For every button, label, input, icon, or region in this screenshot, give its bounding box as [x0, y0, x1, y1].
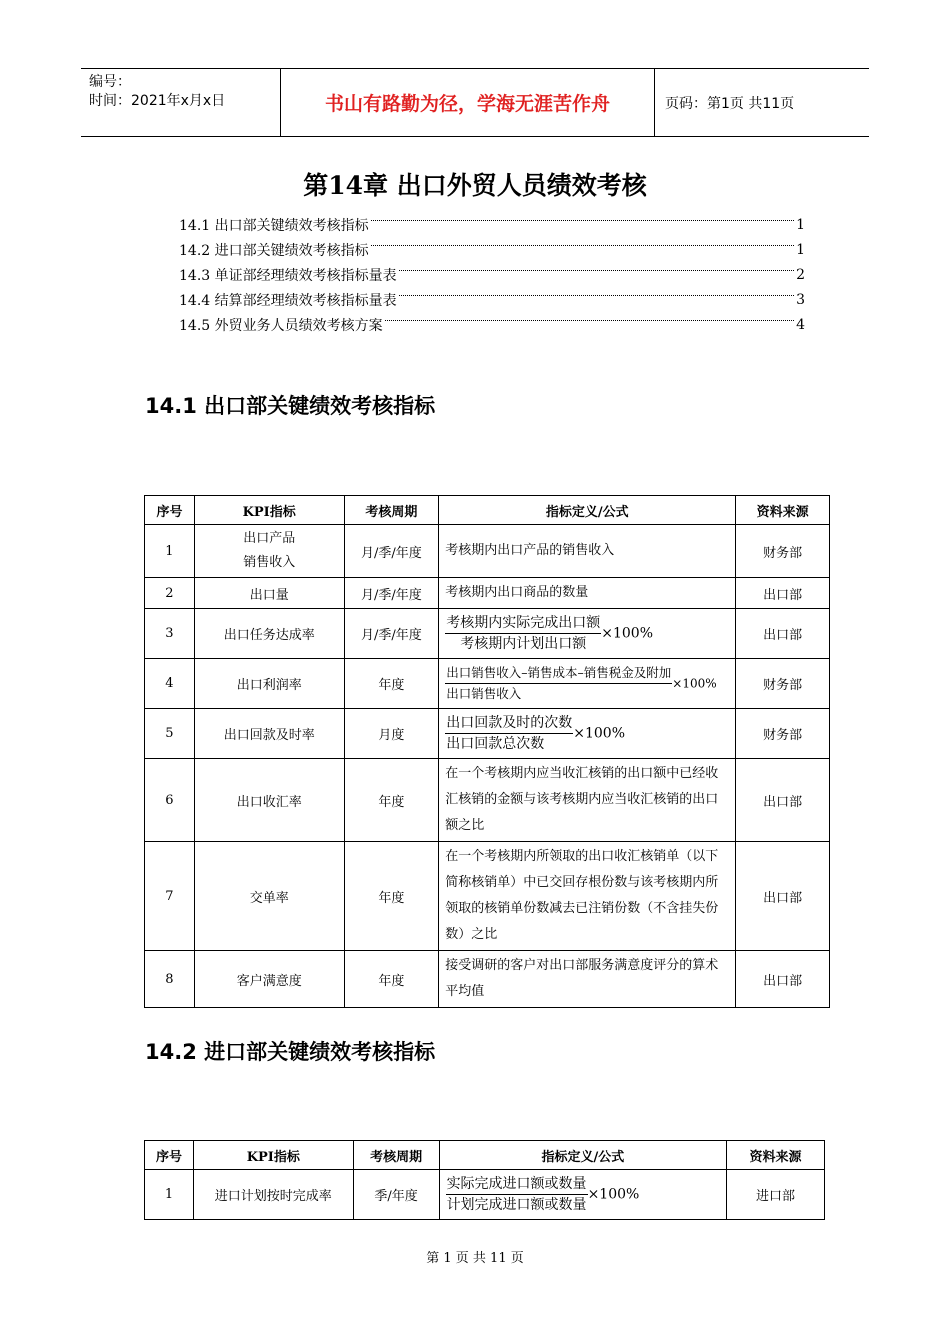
row-source: 出口部: [736, 842, 830, 951]
row-period: 月/季/年度: [344, 578, 439, 609]
formula-multiplier: ×100%: [672, 676, 717, 691]
row-period: 年度: [344, 759, 439, 842]
row-no: 8: [145, 951, 195, 1008]
formula-multiplier: ×100%: [587, 1186, 640, 1203]
toc-page: 3: [796, 291, 805, 308]
toc-item[interactable]: [179, 262, 805, 287]
table-row: [145, 659, 830, 709]
row-period: 月/季/年度: [344, 525, 439, 578]
toc-leader: [385, 320, 794, 321]
row-no: 1: [145, 1170, 194, 1220]
formula-denominator: 出口销售收入: [446, 686, 522, 701]
row-kpi-line1: 出口产品: [243, 531, 296, 546]
formula-fraction: [445, 663, 672, 704]
row-source: 财务部: [736, 709, 830, 759]
col-header-no: 序号: [145, 1141, 194, 1170]
export-kpi-table: [144, 495, 830, 1008]
row-formula: [439, 709, 736, 759]
row-no: 1: [145, 525, 195, 578]
toc-leader: [399, 295, 794, 296]
row-no: 3: [145, 609, 195, 659]
row-kpi: [194, 525, 344, 578]
formula-fraction: [445, 613, 601, 654]
table-row: [145, 525, 830, 578]
row-formula: [439, 1170, 727, 1220]
import-kpi-table: [144, 1140, 825, 1220]
toc-page: 1: [796, 216, 805, 233]
col-header-no: 序号: [145, 496, 195, 525]
toc-item[interactable]: [179, 237, 805, 262]
table-of-contents: [179, 212, 805, 337]
row-definition: 考核期内出口产品的销售收入: [439, 525, 736, 578]
row-source: 财务部: [736, 525, 830, 578]
section-heading: 14.1 出口部关键绩效考核指标: [145, 394, 436, 418]
toc-page: 1: [796, 241, 805, 258]
toc-label: 14.1 出口部关键绩效考核指标: [179, 217, 369, 234]
row-definition: 在一个考核期内所领取的出口收汇核销单（以下简称核销单）中已交回存根份数与该考核期内所领取的核销单份数减去已注销份数（不含挂失份数）之比: [439, 842, 736, 951]
chapter-title: 第14章 出口外贸人员绩效考核: [303, 171, 647, 200]
col-header-source: 资料来源: [736, 496, 830, 525]
formula-numerator: 实际完成进口额或数量: [446, 1174, 588, 1195]
row-period: 季/年度: [353, 1170, 439, 1220]
row-no: 4: [145, 659, 195, 709]
formula-numerator: 出口销售收入–销售成本–销售税金及附加: [445, 663, 672, 684]
row-no: 5: [145, 709, 195, 759]
row-period: 月度: [344, 709, 439, 759]
row-source: 进口部: [727, 1170, 825, 1220]
row-period: 年度: [344, 659, 439, 709]
table-row: [145, 609, 830, 659]
formula-denominator: 出口回款总次数: [446, 736, 545, 752]
table-row: [145, 842, 830, 951]
row-kpi: 交单率: [194, 842, 344, 951]
row-formula: [439, 659, 736, 709]
toc-leader: [371, 245, 794, 246]
row-kpi: 进口计划按时完成率: [193, 1170, 353, 1220]
row-kpi: 出口收汇率: [194, 759, 344, 842]
table-row: [145, 1170, 825, 1220]
toc-page: 2: [796, 266, 805, 283]
row-formula: [439, 609, 736, 659]
toc-label: 14.5 外贸业务人员绩效考核方案: [179, 317, 383, 334]
toc-item[interactable]: [179, 287, 805, 312]
row-period: 年度: [344, 951, 439, 1008]
page-header: [81, 68, 869, 137]
formula-denominator: 计划完成进口额或数量: [446, 1197, 587, 1213]
table-row: [145, 709, 830, 759]
col-header-definition: 指标定义/公式: [439, 496, 736, 525]
header-meta: [81, 69, 281, 136]
table-header-row: [145, 496, 830, 525]
formula-numerator: 出口回款及时的次数: [445, 713, 573, 734]
row-period: 年度: [344, 842, 439, 951]
toc-label: 14.3 单证部经理绩效考核指标量表: [179, 267, 397, 284]
row-period: 月/季/年度: [344, 609, 439, 659]
row-source: 出口部: [736, 759, 830, 842]
page-footer: 第 1 页 共 11 页: [426, 1251, 524, 1266]
toc-page: 4: [796, 316, 805, 333]
toc-item[interactable]: [179, 212, 805, 237]
col-header-kpi: KPI指标: [193, 1141, 353, 1170]
row-no: 6: [145, 759, 195, 842]
section-heading: 14.2 进口部关键绩效考核指标: [145, 1040, 436, 1064]
row-no: 7: [145, 842, 195, 951]
row-kpi: 出口利润率: [194, 659, 344, 709]
table-row: [145, 578, 830, 609]
row-definition: 考核期内出口商品的数量: [439, 578, 736, 609]
row-kpi-line2: 销售收入: [243, 555, 296, 570]
toc-label: 14.2 进口部关键绩效考核指标: [179, 242, 369, 259]
row-source: 出口部: [736, 951, 830, 1008]
doc-number: 编号：: [89, 74, 131, 90]
row-kpi: 出口任务达成率: [194, 609, 344, 659]
col-header-kpi: KPI指标: [194, 496, 344, 525]
table-row: [145, 951, 830, 1008]
doc-date: 时间：2021年x月x日: [89, 93, 226, 109]
row-definition: 接受调研的客户对出口部服务满意度评分的算术平均值: [439, 951, 736, 1008]
row-source: 财务部: [736, 659, 830, 709]
col-header-source: 资料来源: [727, 1141, 825, 1170]
formula-multiplier: ×100%: [601, 625, 654, 642]
table-row: [145, 759, 830, 842]
col-header-period: 考核周期: [353, 1141, 439, 1170]
toc-leader: [371, 220, 794, 221]
toc-item[interactable]: [179, 312, 805, 337]
row-source: 出口部: [736, 578, 830, 609]
header-motto: 书山有路勤为径，学海无涯苦作舟: [281, 69, 655, 136]
row-no: 2: [145, 578, 195, 609]
row-kpi: 出口回款及时率: [194, 709, 344, 759]
col-header-definition: 指标定义/公式: [439, 1141, 727, 1170]
table-header-row: [145, 1141, 825, 1170]
row-kpi: 出口量: [194, 578, 344, 609]
formula-multiplier: ×100%: [573, 725, 626, 742]
toc-label: 14.4 结算部经理绩效考核指标量表: [179, 292, 397, 309]
toc-leader: [399, 270, 794, 271]
col-header-period: 考核周期: [344, 496, 439, 525]
row-kpi: 客户满意度: [194, 951, 344, 1008]
row-source: 出口部: [736, 609, 830, 659]
formula-fraction: [446, 1174, 588, 1215]
formula-numerator: 考核期内实际完成出口额: [445, 613, 601, 634]
header-page-info: 页码：第1页 共11页: [665, 95, 795, 112]
formula-denominator: 考核期内计划出口额: [460, 636, 587, 652]
formula-fraction: [445, 713, 573, 754]
row-definition: 在一个考核期内应当收汇核销的出口额中已经收汇核销的金额与该考核期内应当收汇核销的出口额之比: [439, 759, 736, 842]
